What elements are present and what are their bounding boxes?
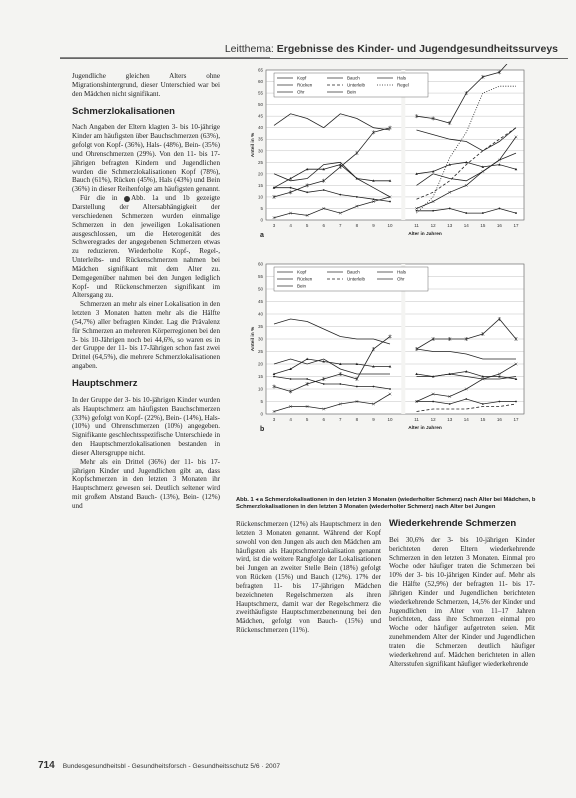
running-header xyxy=(60,40,568,59)
data-point xyxy=(515,212,517,214)
y-tick-label: 45 xyxy=(257,299,263,304)
y-tick-label: 50 xyxy=(257,102,263,108)
x-tick-label: 7 xyxy=(339,223,342,228)
legend-label: Kopf xyxy=(297,75,307,81)
figure-caption xyxy=(236,497,536,512)
legend-label: Ohr xyxy=(397,276,405,282)
y-tick-label: 15 xyxy=(257,182,263,188)
legend-label: Ohr xyxy=(297,89,305,95)
x-tick-label: 17 xyxy=(513,417,519,422)
y-tick-label: 60 xyxy=(257,261,263,267)
data-point xyxy=(339,194,341,196)
y-tick-label: 45 xyxy=(257,113,263,119)
y-tick-label: 55 xyxy=(257,274,263,279)
data-point xyxy=(499,401,501,403)
header-title-prefix: Leitthema: xyxy=(224,43,277,55)
data-point xyxy=(482,403,484,405)
data-point xyxy=(389,388,391,390)
y-tick-label: 60 xyxy=(257,79,263,85)
x-tick-label: 12 xyxy=(430,223,436,228)
y-tick-label: 40 xyxy=(257,311,263,317)
y-tick-label: 10 xyxy=(257,194,263,200)
paragraph-2 xyxy=(72,194,220,300)
x-tick-label: 14 xyxy=(463,223,469,228)
data-point xyxy=(482,212,484,214)
x-tick-label: 16 xyxy=(496,417,502,422)
panel-label: a xyxy=(260,232,264,239)
data-point xyxy=(290,378,292,380)
x-tick-label: 7 xyxy=(339,417,342,422)
page-number: 714 xyxy=(38,760,55,771)
x-tick-label: 11 xyxy=(414,223,419,228)
paragraph-3: Schmerzen an mehr als einer Lokalisation in den letzten 3 Monaten hatten mehr als die Hälfte (54,7%) aller befragten Kinder. Lag die Prävalenz für Schmerzen an mehreren Körperregionen bei den 3- bis 10-Jährigen noch bei 44,6%, so waren es in der Gruppe der 11- bis 17-Jährigen schon fast zwei Drittel (64,5%), die mehrere Schmerzlokalisationen angaben. xyxy=(72,300,220,371)
legend-label: Unterleib xyxy=(347,276,366,282)
data-point xyxy=(339,383,341,385)
y-axis-label: Anteil in % xyxy=(251,326,256,352)
header-rule xyxy=(60,57,270,58)
figure-ref-link[interactable]: Abb. 1a xyxy=(131,194,159,203)
x-tick-label: 9 xyxy=(372,417,375,422)
intro-paragraph: Jugendliche gleichen Alters ohne Migrationshintergrund, dieser Unterschied war bei den Mädchen nicht signifikant. xyxy=(72,72,220,98)
y-tick-label: 10 xyxy=(257,386,263,392)
legend-label: Hals xyxy=(397,75,407,81)
data-point xyxy=(273,376,275,378)
x-tick-label: 5 xyxy=(305,417,309,422)
y-tick-label: 30 xyxy=(257,336,263,342)
y-tick-label: 0 xyxy=(260,217,263,223)
legend-label: Rücken xyxy=(297,276,313,282)
data-point xyxy=(373,198,375,200)
middle-column xyxy=(236,520,381,635)
data-point xyxy=(465,212,467,214)
y-axis-label: Anteil in % xyxy=(251,132,256,158)
y-tick-label: 20 xyxy=(257,171,263,177)
x-tick-label: 10 xyxy=(387,223,393,228)
y-tick-label: 55 xyxy=(257,90,263,96)
x-tick-label: 15 xyxy=(480,223,486,228)
x-tick-label: 13 xyxy=(447,223,453,228)
chart-b xyxy=(236,258,536,446)
paragraph-5: Mehr als ein Drittel (36%) der 11- bis 17-jährigen Kinder und Jugendlichen gibt an, dass Kopfschmerzen in den letzten 3 Monaten ihr Hauptschmerz gewesen sei. Deutlich seltener wird mit großem Abstand Bauch- (13%), Bein- (12%) und xyxy=(72,457,220,510)
data-point xyxy=(449,403,451,405)
x-tick-label: 4 xyxy=(289,417,292,422)
y-tick-label: 30 xyxy=(257,148,263,154)
x-tick-label: 6 xyxy=(322,223,325,228)
data-point xyxy=(323,189,325,191)
heading-hauptschmerz: Hauptschmerz xyxy=(72,378,138,389)
header-title-bold: Ergebnisse des Kinder- und Jugendgesundheitssurveys xyxy=(276,43,558,55)
heading-schmerzlokalisationen: Schmerzlokalisationen xyxy=(72,105,175,117)
legend-label: Bein xyxy=(347,89,357,95)
caption-text: a Schmerzlokalisationen in den letzten 3 Monaten (wiederholter Schmerz) nach Alter bei Mädchen, b Schmerzlokalisationen in den letzten 3 Monaten (wiederholter Schmerz) nach Alter bei Jungen xyxy=(236,497,536,511)
x-tick-label: 5 xyxy=(305,223,309,228)
x-tick-label: 11 xyxy=(414,417,419,422)
data-point xyxy=(432,401,434,403)
paragraph-4: In der Gruppe der 3- bis 10-jährigen Kinder wurden als Hauptschmerz am häufigsten Bauchschmerzen (33%) gefolgt von Kopf- (22%), Bein- (14%), Hals- (10%) und Ohrenschmerzen (10%) angegeben. Signifikante geschlechtsspezifische Unterschiede in den Hauptschmerzlokalisationen bestanden in dieser Altersgruppe nicht. xyxy=(72,395,220,457)
y-tick-label: 35 xyxy=(257,324,263,329)
data-point xyxy=(432,210,434,212)
data-point xyxy=(323,383,325,385)
data-point xyxy=(449,208,451,210)
x-tick-label: 9 xyxy=(372,223,375,228)
footer-citation: Bundesgesundheitsbl - Gesundheitsforsch - Gesundheitsschutz 5/6 · 2007 xyxy=(62,763,281,770)
data-point xyxy=(465,398,467,400)
data-point xyxy=(389,201,391,203)
legend xyxy=(274,267,428,291)
x-tick-label: 17 xyxy=(513,223,519,228)
middle-paragraph: Rückenschmerzen (12%) als Hauptschmerz in den letzten 3 Monaten genannt. Während der Kopf sowohl von den Jungen als auch den Mädchen am häufigsten als Hauptschmerzlokalisation genannt wird, ist die weitere Rangfolge der Lokalisationen bei Jungen an zweiter Stelle Bein (18%) gefolgt von Rücken (15%) und Bauch (12%). 17% der befragten 11- bis 17-jährigen Mädchen bezeichneten Regelschmerzen als ihren Hauptschmerz, damit war der Regelschmerz die zweithäufigste Hauptschmerzbenennung bei den Mädchen, gefolgt von Bauch- (15%) und Rückenschmerzen (11%). xyxy=(236,520,381,635)
figure-ref-icon xyxy=(124,196,130,202)
heading-wiederkehrende: Wiederkehrende Schmerzen xyxy=(389,518,517,529)
header-title xyxy=(225,43,558,55)
data-point xyxy=(515,401,517,403)
right-column xyxy=(389,520,535,669)
data-point xyxy=(416,401,418,403)
y-tick-label: 15 xyxy=(257,374,263,379)
data-point xyxy=(356,386,358,388)
data-point xyxy=(416,210,418,212)
x-tick-label: 6 xyxy=(322,417,325,422)
x-tick-label: 3 xyxy=(272,417,276,422)
data-point xyxy=(306,191,308,193)
legend-label: Bauch xyxy=(347,269,360,275)
panel-label: b xyxy=(260,426,265,433)
legend-label: Kopf xyxy=(297,269,307,275)
y-tick-label: 65 xyxy=(257,67,263,73)
x-tick-label: 3 xyxy=(272,223,276,228)
legend-label: Regel xyxy=(397,82,409,88)
x-tick-label: 8 xyxy=(355,417,359,422)
legend xyxy=(274,73,428,97)
legend-label: Bauch xyxy=(347,75,360,81)
legend-label: Rücken xyxy=(297,82,313,88)
y-tick-label: 20 xyxy=(257,361,263,367)
legend-label: Hals xyxy=(397,269,407,275)
y-tick-label: 0 xyxy=(260,411,263,417)
y-tick-label: 25 xyxy=(257,159,263,165)
x-axis-label: Alter in Jahren xyxy=(408,426,442,431)
data-point xyxy=(290,187,292,189)
p2-pre: Für die in xyxy=(80,194,125,203)
x-tick-label: 14 xyxy=(463,417,469,422)
data-point xyxy=(499,208,501,210)
left-column xyxy=(72,72,220,511)
legend-label: Unterleib xyxy=(347,82,366,88)
data-point xyxy=(306,378,308,380)
y-tick-label: 50 xyxy=(257,286,263,292)
y-tick-label: 5 xyxy=(260,399,263,404)
x-tick-label: 16 xyxy=(496,223,502,228)
x-tick-label: 10 xyxy=(387,417,393,422)
page-footer xyxy=(38,760,280,771)
caption-label: Abb. 1 ◂ xyxy=(236,497,260,503)
y-tick-label: 5 xyxy=(260,205,263,211)
y-tick-label: 40 xyxy=(257,125,263,131)
y-tick-label: 25 xyxy=(257,349,263,354)
p2-post: und 1b gezeigte Darstellung der Altersabhängigkeit der verschiedenen Schmerzen wurden einmalige Schmerzen in den jeweiligen Lokalisationen ausgeschlossen, um die Heterogenität des Schweregrades der angegebenen Schmerzen etwas zu reduzieren. Wiederholte Kopf-, Regel-, Unterleibs- und Rückenschmerzen nahmen bei Mädchen signifikant mit dem Alter zu. Demgegenüber nahmen bei den Jungen lediglich Kopf- und Rückenschmerzen signifikant im Altersgang zu. xyxy=(72,194,220,300)
x-axis-label: Alter in Jahren xyxy=(408,232,442,237)
right-paragraph: Bei 30,6% der 3- bis 10-jährigen Kinder berichteten deren Eltern wiederkehrende Schmerzen in den letzten 3 Monaten. Einmal pro Woche oder häufiger traten die Schmerzen bei 10% der 3- bis 10-jährigen Kinder auf. Mehr als die Hälfte (52,9%) der befragten 11- bis 17-jährigen Kinder und Jugendlichen berichteten wiederkehrende Schmerzen, 14,5% der Kinder und Jugendlichen im Alter von 11–17 Jahren berichteten, dass ihre Schmerzen einmal pro Woche oder häufiger aufgetreten seien. Mit zunehmendem Alter der Kinder und Jugendlichen traten die Schmerzen deutlich häufiger wiederkehrend auf. Mädchen berichteten in allen Altersstufen signifikant häufiger wiederkehrende xyxy=(389,535,535,668)
chart-a xyxy=(236,64,536,252)
y-tick-label: 35 xyxy=(257,136,263,142)
x-tick-label: 4 xyxy=(289,223,292,228)
x-tick-label: 8 xyxy=(355,223,359,228)
x-tick-label: 13 xyxy=(447,417,453,422)
data-point xyxy=(356,196,358,198)
data-point xyxy=(373,386,375,388)
legend-label: Bein xyxy=(297,283,307,289)
x-tick-label: 15 xyxy=(480,417,486,422)
x-tick-label: 12 xyxy=(430,417,436,422)
paragraph-1: Nach Angaben der Eltern klagten 3- bis 10-jährige Kinder am häufigsten über Bauchschmerzen (63%), gefolgt von Kopf- (36%), Hals- (48%), Bein- (35%) und Ohrenschmerzen (29%). Von den 11- bis 17-jährigen befragten Kindern und Jugendlichen wurden die Schmerzlokalisationen Kopf (78%), Bauch (61%), Rücken (45%), Hals (43%) und Bein (36%) in dieser Reihenfolge am häufigsten genannt. xyxy=(72,123,220,194)
